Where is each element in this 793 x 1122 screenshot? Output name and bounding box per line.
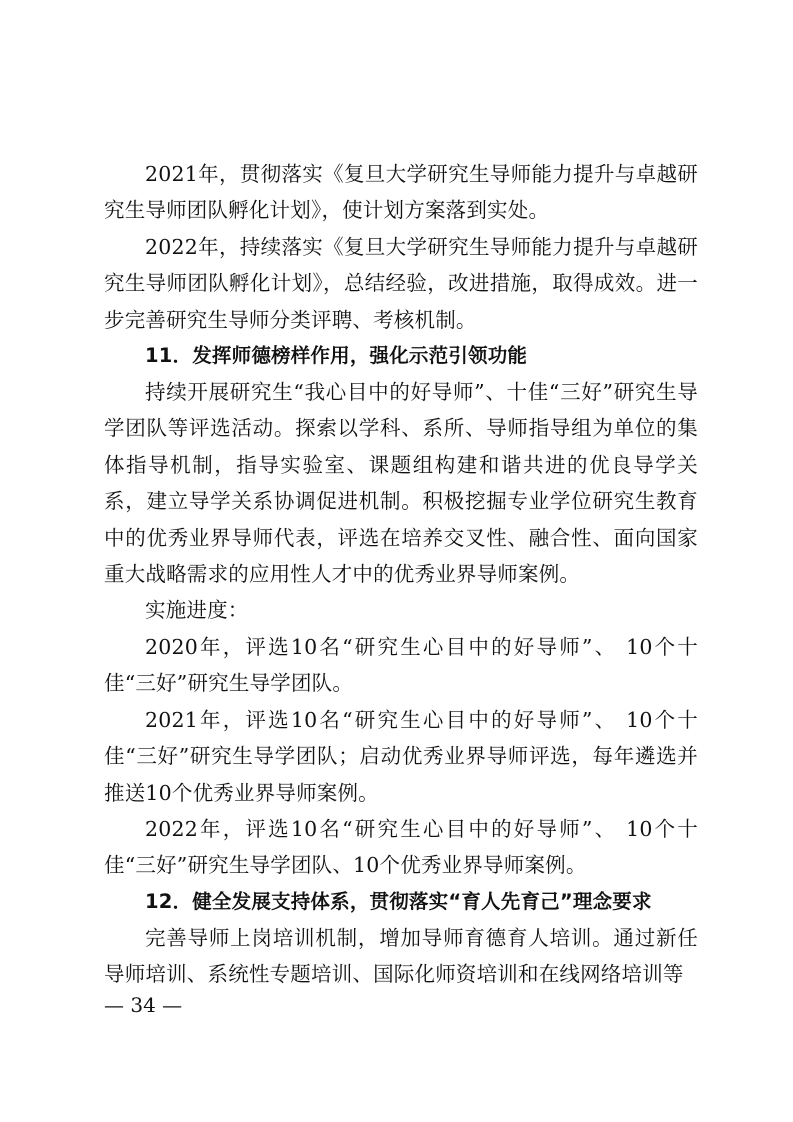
paragraph-progress-2022: 2022年，评选10名“研究生心目中的好导师”、 10个十佳“三好”研究生导学团队、10个优秀业界导师案例。 xyxy=(104,817,698,878)
page-number: — 34 — xyxy=(104,993,183,1017)
paragraph-section-12-body: 完善导师上岗培训机制，增加导师育德育人培训。通过新任导师培训、系统性专题培训、国际化师资培训和在线网络培训等 xyxy=(104,926,698,987)
paragraph-progress-label: 实施进度： xyxy=(145,598,249,622)
paragraph-progress-2021: 2021年，评选10名“研究生心目中的好导师”、 10个十佳“三好”研究生导学团队；启动优秀业界导师评选，每年遴选并推送10个优秀业界导师案例。 xyxy=(104,708,698,805)
paragraph-progress-2020: 2020年，评选10名“研究生心目中的好导师”、 10个十佳“三好”研究生导学团队。 xyxy=(104,635,698,696)
paragraph-2021-plan: 2021年，贯彻落实《复旦大学研究生导师能力提升与卓越研究生导师团队孵化计划》，使计划方案落到实处。 xyxy=(104,162,698,223)
paragraph-2022-plan: 2022年，持续落实《复旦大学研究生导师能力提升与卓越研究生导师团队孵化计划》，总结经验，改进措施，取得成效。进一步完善研究生导师分类评聘、考核机制。 xyxy=(104,235,698,332)
paragraph-section-11-body: 持续开展研究生“我心目中的好导师”、十佳“三好”研究生导学团队等评选活动。探索以学科、系所、导师指导组为单位的集体指导机制，指导实验室、课题组构建和谐共进的优良导学关系，建立导学关系协调促进机制。积极挖掘专业学位研究生教育中的优秀业界导师代表，评选在培养交叉性、融合性、面向国家重大战略需求的应用性人才中的优秀业界导师案例。 xyxy=(104,380,698,587)
section-heading-12: 12．健全发展支持体系，贯彻落实“育人先育己”理念要求 xyxy=(145,890,652,913)
section-heading-11: 11．发挥师德榜样作用，强化示范引领功能 xyxy=(145,344,528,367)
